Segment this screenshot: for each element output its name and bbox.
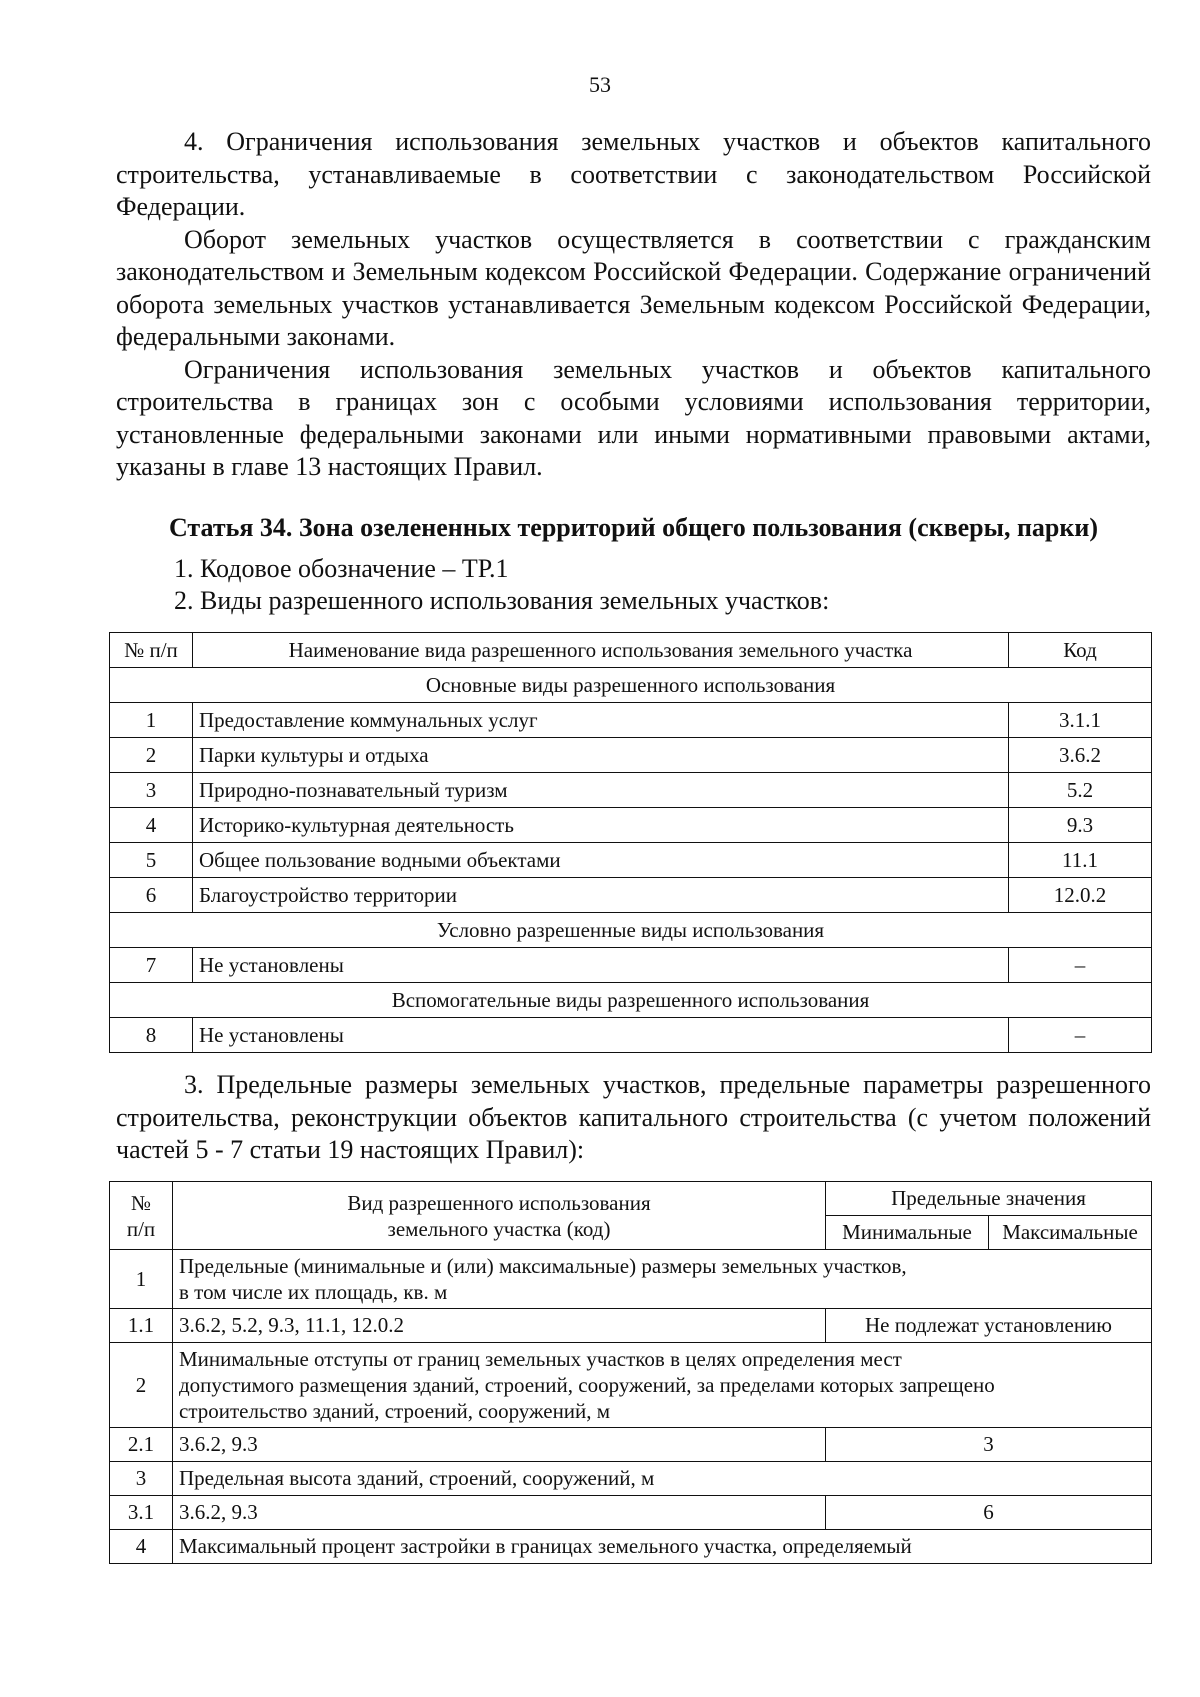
row-name: Историко-культурная деятельность xyxy=(193,808,1009,843)
row-number: 3 xyxy=(110,1462,173,1496)
header-code: Код xyxy=(1009,633,1152,668)
row-number: 2 xyxy=(110,738,193,773)
row-number: 2 xyxy=(110,1343,173,1428)
group-conditional: Условно разрешенные виды использования xyxy=(110,913,1152,948)
group-row xyxy=(110,913,1152,948)
table-row xyxy=(110,1496,1152,1530)
header-number: № п/п xyxy=(110,633,193,668)
paragraph: Оборот земельных участков осуществляется в соответствии с гражданским законодательством и Земельным кодексом Российской Федерации. Содержание ограничений оборота земельных участков устанавливается Земельным кодексом Российской Федерации, федеральными законами. xyxy=(116,224,1151,351)
header-number-line: № xyxy=(130,1190,152,1215)
row-number: 6 xyxy=(110,878,193,913)
table-row xyxy=(110,808,1152,843)
row-text-line: допустимого размещения зданий, строений, сооружений, за пределами которых запрещено xyxy=(179,1373,995,1397)
row-number: 4 xyxy=(110,808,193,843)
row-code: 3.1.1 xyxy=(1009,703,1152,738)
header-kind-line: земельного участка (код) xyxy=(387,1216,611,1241)
row-code: – xyxy=(1009,1018,1152,1053)
row-code: 11.1 xyxy=(1009,843,1152,878)
row-number: 5 xyxy=(110,843,193,878)
header-name: Наименование вида разрешенного использования земельного участка xyxy=(193,633,1009,668)
header-min: Минимальные xyxy=(826,1216,989,1250)
header-limits: Предельные значения xyxy=(826,1182,1152,1216)
row-code: 9.3 xyxy=(1009,808,1152,843)
row-value: Не подлежат установлению xyxy=(826,1309,1152,1343)
row-number: 8 xyxy=(110,1018,193,1053)
row-text: Максимальный процент застройки в границах земельного участка, определяемый xyxy=(173,1530,1152,1564)
table-row xyxy=(110,843,1152,878)
row-code: 3.6.2 xyxy=(1009,738,1152,773)
row-text-line: строительство зданий, строений, сооружений, м xyxy=(179,1399,611,1423)
header-number-line: п/п xyxy=(126,1216,156,1241)
limits-table xyxy=(109,1181,1152,1564)
table-row xyxy=(110,1250,1152,1309)
row-value: 6 xyxy=(826,1496,1152,1530)
table-row xyxy=(110,1309,1152,1343)
table-row xyxy=(110,1018,1152,1053)
table-header-row xyxy=(110,633,1152,668)
row-number: 3 xyxy=(110,773,193,808)
table-row xyxy=(110,773,1152,808)
group-row xyxy=(110,668,1152,703)
row-number: 1.1 xyxy=(110,1309,173,1343)
table-row xyxy=(110,1343,1152,1428)
row-name: Не установлены xyxy=(193,1018,1009,1053)
row-code: – xyxy=(1009,948,1152,983)
row-text-line: Предельные (минимальные и (или) максимальные) размеры земельных участков, xyxy=(179,1254,907,1278)
row-codes: 3.6.2, 9.3 xyxy=(173,1428,826,1462)
row-name: Не установлены xyxy=(193,948,1009,983)
table-row xyxy=(110,878,1152,913)
row-number: 7 xyxy=(110,948,193,983)
row-text: Предельная высота зданий, строений, сооружений, м xyxy=(173,1462,1152,1496)
group-auxiliary: Вспомогательные виды разрешенного использования xyxy=(110,983,1152,1018)
row-number: 1 xyxy=(110,1250,173,1309)
table-row xyxy=(110,738,1152,773)
row-text xyxy=(173,1343,1152,1428)
header-kind xyxy=(173,1182,826,1250)
table-header-row xyxy=(110,1182,1152,1216)
row-codes: 3.6.2, 5.2, 9.3, 11.1, 12.0.2 xyxy=(173,1309,826,1343)
paragraph: Ограничения использования земельных участков и объектов капитального строительства в границах зон с особыми условиями использования территории, установленные федеральными законами или иными нормативными правовыми актами, указаны в главе 13 настоящих Правил. xyxy=(116,354,1151,481)
row-name: Общее пользование водными объектами xyxy=(193,843,1009,878)
row-codes: 3.6.2, 9.3 xyxy=(173,1496,826,1530)
intro-text xyxy=(116,126,1151,484)
row-number: 1 xyxy=(110,703,193,738)
row-name: Парки культуры и отдыха xyxy=(193,738,1009,773)
paragraph: 3. Предельные размеры земельных участков, предельные параметры разрешенного строительства, реконструкции объектов капитального строительства (с учетом положений частей 5 - 7 статьи 19 настоящих Правил): xyxy=(116,1070,1151,1164)
table-row xyxy=(110,948,1152,983)
row-number: 3.1 xyxy=(110,1496,173,1530)
paragraph: 4. Ограничения использования земельных участков и объектов капитального строительства, устанавливаемые в соответствии с законодательством Российской Федерации. xyxy=(116,127,1151,221)
row-name: Благоустройство территории xyxy=(193,878,1009,913)
table-row xyxy=(110,1530,1152,1564)
group-main: Основные виды разрешенного использования xyxy=(110,668,1152,703)
table-row xyxy=(110,1428,1152,1462)
list-item: 1. Кодовое обозначение – ТР.1 xyxy=(174,554,509,583)
row-value: 3 xyxy=(826,1428,1152,1462)
table-row xyxy=(110,703,1152,738)
permitted-use-table xyxy=(109,632,1152,1053)
row-text-line: в том числе их площадь, кв. м xyxy=(179,1280,448,1304)
header-kind-line: Вид разрешенного использования xyxy=(347,1190,651,1215)
row-number: 4 xyxy=(110,1530,173,1564)
article-heading: Статья 34. Зона озелененных территорий общего пользования (скверы, парки) xyxy=(168,513,1099,542)
table-row xyxy=(110,1462,1152,1496)
row-text-line: Минимальные отступы от границ земельных участков в целях определения мест xyxy=(179,1347,902,1371)
group-row xyxy=(110,983,1152,1018)
numbered-list xyxy=(116,553,1151,617)
header-max: Максимальные xyxy=(989,1216,1152,1250)
page-number: 53 xyxy=(589,72,611,97)
row-number: 2.1 xyxy=(110,1428,173,1462)
row-text xyxy=(173,1250,1152,1309)
row-code: 12.0.2 xyxy=(1009,878,1152,913)
section-3-text xyxy=(116,1069,1151,1167)
list-item: 2. Виды разрешенного использования земельных участков: xyxy=(174,586,830,615)
row-name: Природно-познавательный туризм xyxy=(193,773,1009,808)
row-name: Предоставление коммунальных услуг xyxy=(193,703,1009,738)
header-number xyxy=(110,1182,173,1250)
row-code: 5.2 xyxy=(1009,773,1152,808)
